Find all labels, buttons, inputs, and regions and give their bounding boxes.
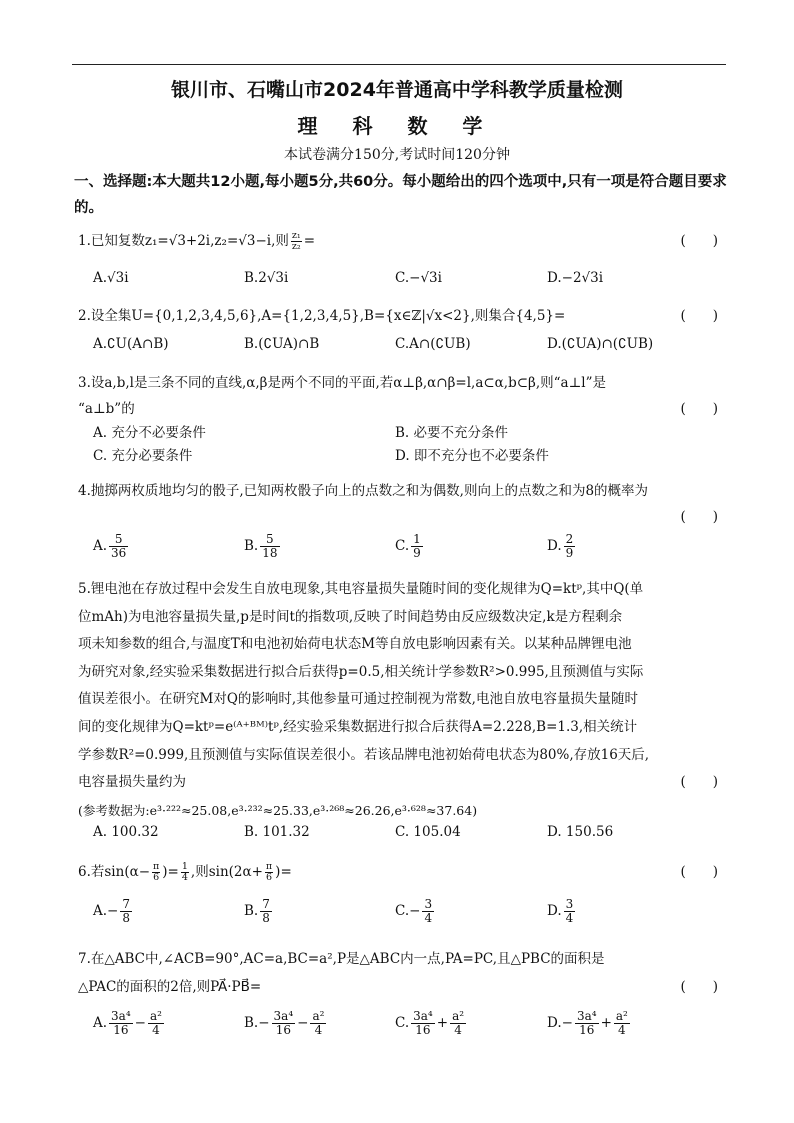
option-b: B.− $\frac{\text{3a⁴}}{16}$ − $\frac{\text{a²}}{4}$ xyxy=(244,1009,325,1037)
question-stem-line: 位mAh)为电池容量损失量,p是时间t的指数项,反映了时间趋势由反应级数决定,k是方程剩余 xyxy=(78,608,623,625)
question-stem: 2.设全集U={0,1,2,3,4,5,6},A={1,2,3,4,5},B={x∈ℤ|√x<2},则集合{4,5}= xyxy=(78,308,566,324)
options-4 xyxy=(93,533,713,567)
options-1 xyxy=(93,270,713,294)
question-stem-line: 项未知参数的组合,与温度T和电池初始荷电状态M等自放电影响因素有关。以某种品牌锂电池 xyxy=(78,636,632,653)
option-b: B. $\frac{7}{8}$ xyxy=(244,897,270,925)
option-d: D. $\frac{3}{4}$ xyxy=(547,897,574,925)
answer-parens: ( ) xyxy=(680,233,718,249)
options-5 xyxy=(93,824,713,848)
option-a: A. 100.32 xyxy=(93,824,159,840)
question-stem: 6.若sin(α− xyxy=(78,864,151,880)
option-d: D.(∁UA)∩(∁UB) xyxy=(547,336,654,352)
option-d: D.−2√3i xyxy=(547,270,604,286)
options-3-row1 xyxy=(93,421,713,445)
option-a: A. $\frac{5}{36}$ xyxy=(93,532,127,560)
fraction: $\frac{\text{z₁}}{\text{z₂}}$ xyxy=(291,230,301,252)
question-stem: 1.已知复数z₁=√3+2i,z₂=√3−i,则 xyxy=(78,233,289,249)
question-stem-line: 间的变化规律为Q=ktᵖ=e⁽ᴬ⁺ᴮᴹ⁾tᵖ,经实验采集数据进行拟合后获得A=2.228,B=1.3,相关统计 xyxy=(78,718,638,735)
question-5 xyxy=(78,576,718,824)
question-1: 1.已知复数z₁=√3+2i,z₂=√3−i,则 $\frac{\text{z₁}}{\text{z₂}}$ = ( ) xyxy=(78,230,718,252)
option-a: A. $\frac{\text{3a⁴}}{16}$ − $\frac{\text{a²}}{4}$ xyxy=(93,1009,162,1037)
options-6 xyxy=(93,898,713,932)
answer-parens: ( ) xyxy=(680,401,718,417)
option-a: A.∁U(A∩B) xyxy=(93,336,169,352)
option-c: C.− $\frac{3}{4}$ xyxy=(395,897,433,925)
question-stem-line2: △PAC的面积的2倍,则PA⃗·PB⃗= xyxy=(78,979,262,995)
option-d: D.− $\frac{\text{3a⁴}}{16}$ + $\frac{\text{a²}}{4}$ xyxy=(547,1009,628,1037)
option-c: C. $\frac{\text{3a⁴}}{16}$ + $\frac{\text{a²}}{4}$ xyxy=(395,1009,465,1037)
option-b: B.2√3i xyxy=(244,270,289,286)
option-a: A.√3i xyxy=(93,270,129,286)
question-stem-line: 为研究对象,经实验采集数据进行拟合后获得p=0.5,相关统计学参数R²>0.995,且预测值与实际 xyxy=(78,663,644,680)
option-d: D. 即不充分也不必要条件 xyxy=(395,448,549,464)
question-stem-line: 值误差很小。在研究M对Q的影响时,其他参量可通过控制视为常数,电池自放电容量损失量随时 xyxy=(78,691,638,708)
option-a: A.− $\frac{7}{8}$ xyxy=(93,897,130,925)
answer-parens: ( ) xyxy=(680,509,718,525)
question-4 xyxy=(78,478,718,525)
question-stem-line: 5.锂电池在存放过程中会发生自放电现象,其电容量损失量随时间的变化规律为Q=ktᵖ,其中Q(单 xyxy=(78,581,644,597)
option-c: C. 充分必要条件 xyxy=(93,448,193,464)
question-stem-line2: “a⊥b”的 xyxy=(78,401,135,417)
answer-parens: ( ) xyxy=(680,308,718,324)
question-stem-line: 学参数R²=0.999,且预测值与实际值误差很小。若该品牌电池初始荷电状态为80%,存放16天后, xyxy=(78,746,650,763)
reference-data: (参考数据为:e³·²²²≈25.08,e³·²³²≈25.33,e³·²⁶⁸≈26.26,e³·⁶²⁸≈37.64) xyxy=(78,802,478,818)
question-stem: 3.设a,b,l是三条不同的直线,α,β是两个不同的平面,若α⊥β,α∩β=l,a⊂α,b⊂β,则“a⊥l”是 xyxy=(78,375,607,391)
exam-info: 本试卷满分150分,考试时间120分钟 xyxy=(284,147,510,163)
option-b: B.(∁UA)∩B xyxy=(244,336,320,352)
question-stem: 4.抛掷两枚质地均匀的骰子,已知两枚骰子向上的点数之和为偶数,则向上的点数之和为8的概率为 xyxy=(78,483,649,499)
question-7 xyxy=(78,945,718,1001)
section-heading: 一、选择题:本大题共12小题,每小题5分,共60分。每小题给出的四个选项中,只有一项是符合题目要求的。 xyxy=(74,174,727,216)
option-b: B. 必要不充分条件 xyxy=(395,425,509,441)
answer-parens: ( ) xyxy=(680,864,718,880)
top-rule xyxy=(72,64,726,65)
option-c: C.A∩(∁UB) xyxy=(395,336,471,352)
question-2 xyxy=(78,303,718,329)
answer-parens: ( ) xyxy=(680,979,718,995)
question-stem-line: 电容量损失量约为 xyxy=(78,774,186,791)
options-2 xyxy=(93,336,713,360)
option-c: C. $\frac{1}{9}$ xyxy=(395,532,421,560)
option-c: C. 105.04 xyxy=(395,824,461,840)
question-stem: 7.在△ABC中,∠ACB=90°,AC=a,BC=a²,P是△ABC内一点,PA=PC,且△PBC的面积是 xyxy=(78,951,605,967)
exam-title: 银川市、石嘴山市2024年普通高中学科教学质量检测 xyxy=(171,79,623,101)
option-d: D. $\frac{2}{9}$ xyxy=(547,532,574,560)
option-c: C.−√3i xyxy=(395,270,442,286)
option-d: D. 150.56 xyxy=(547,824,614,840)
answer-parens: ( ) xyxy=(680,774,718,790)
options-3-row2 xyxy=(93,444,713,468)
option-a: A. 充分不必要条件 xyxy=(93,425,206,441)
option-b: B. $\frac{5}{18}$ xyxy=(244,532,278,560)
options-7 xyxy=(93,1010,713,1044)
question-6: 6.若sin(α− $\frac{\pi}{6}$ )= $\frac{1}{4}$ ,则sin(2α+ $\frac{\pi}{6}$ )= ( ) xyxy=(78,856,718,888)
option-b: B. 101.32 xyxy=(244,824,310,840)
question-3 xyxy=(78,370,718,422)
exam-subject: 理 科 数 学 xyxy=(297,114,497,138)
